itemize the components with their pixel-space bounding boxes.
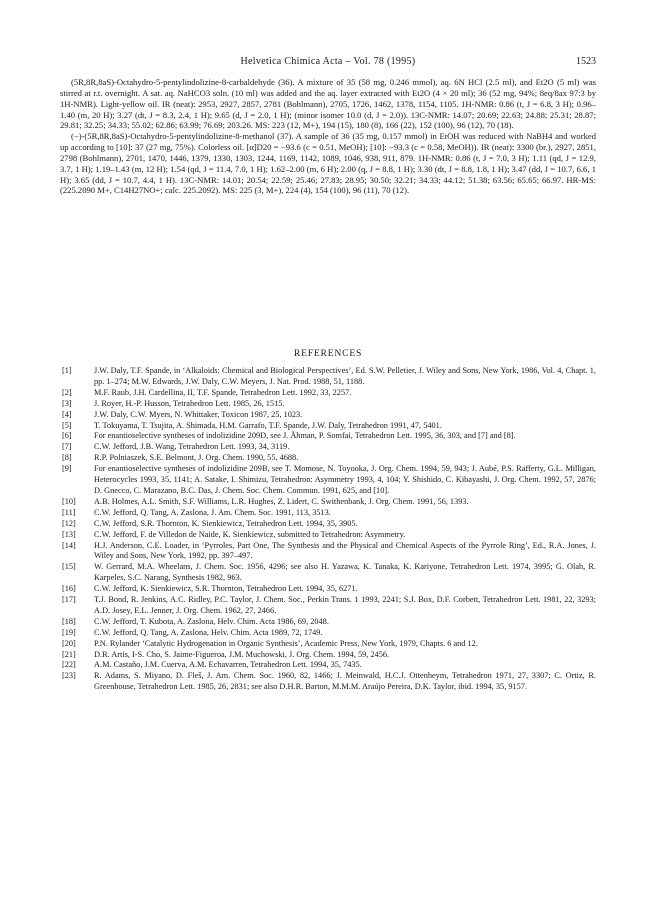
reference-text: M.F. Raub, J.H. Cardellina, II, T.F. Spande, Tetrahedron Lett. 1992, 33, 2257. bbox=[94, 387, 352, 397]
references-list bbox=[60, 366, 596, 693]
reference-text: T. Tokuyama, T. Tsujita, A. Shimada, H.M. Garrafo, T.F. Spande, J.W. Daly, Tetrahedron 1991, 47, 5401. bbox=[94, 420, 442, 430]
reference-text: C.W. Jefford, Q. Tang, A. Zaslona, J. Am. Chem. Soc. 1991, 113, 3513. bbox=[94, 507, 331, 517]
reference-12 bbox=[60, 519, 596, 530]
page-number: 1523 bbox=[576, 56, 596, 67]
reference-text: T.J. Bond, R. Jenkins, A.C. Ridley, P.C. Taylor, J. Chem. Soc., Perkin Trans. 1 1993, 2241; S.J. Box, D.F. Corbett, Tetrahedron Lett. 1981, 22, 3293; A.D. Josey, E.L. Jenner, J. Org. Chem. 1962, 27, 2466. bbox=[94, 595, 596, 615]
reference-21 bbox=[60, 650, 596, 661]
reference-number: [15] bbox=[62, 562, 76, 572]
reference-text: D.R. Artis, I-S. Cho, S. Jaime-Figueroa, J.M. Muchowski, J. Org. Chem. 1994, 59, 2456. bbox=[94, 649, 390, 659]
reference-text: J.W. Daly, C.W. Myers, N. Whittaker, Toxicon 1987, 25, 1023. bbox=[94, 409, 303, 419]
reference-text: C.W. Jefford, F. de Villedon de Naide, K. Sienkiewicz, submitted to Tetrahedron: Asymmetry. bbox=[94, 529, 406, 539]
reference-number: [19] bbox=[62, 627, 76, 637]
reference-number: [20] bbox=[62, 638, 76, 648]
reference-8 bbox=[60, 453, 596, 464]
reference-number: [12] bbox=[62, 518, 76, 528]
reference-text: R.P. Polniaszek, S.E. Belmont, J. Org. Chem. 1990, 55, 4688. bbox=[94, 453, 299, 463]
reference-13 bbox=[60, 530, 596, 541]
reference-text: H.J. Anderson, C.E. Loader, in ‘Pyrroles, Part One, The Synthesis and the Physical and Chemical Aspects of the Pyrrole Ring’, Ed., R.A. Jones, J. Wiley and Sons, New York, 1992, pp. 397–497. bbox=[94, 540, 596, 561]
reference-text: P.N. Rylander ‘Catalytic Hydrogenation in Organic Synthesis’, Academic Press, New York, 1979, Chapts. 6 and 12. bbox=[94, 638, 478, 648]
reference-11 bbox=[60, 508, 596, 519]
reference-3 bbox=[60, 399, 596, 410]
reference-number: [13] bbox=[62, 529, 76, 539]
reference-number: [5] bbox=[62, 420, 72, 430]
reference-text: C.W. Jefford, T. Kubota, A. Zaslona, Helv. Chim. Acta 1986, 69, 2048. bbox=[94, 616, 329, 626]
reference-22 bbox=[60, 660, 596, 671]
compound-37-paragraph: (−)-(5R,8R,8aS)-Octahydro-5-pentylindolizine-8-methanol (37). A sample of 36 (35 mg, 0.157 mmol) in EtOH was reduced with NaBH4 and worked up according to [10]: 37 (27 mg, 75%). Colorless oil. [α]D20 = −93.6 (c = 0.51, MeOH); [10]: −93.3 (c = 0.58, MeOH)). IR (neat): 3300 (br.), 2927, 2851, 2798 (Bohlmann), 2701, 1470, 1446, 1379, 1330, 1303, 1244, 1169, 1142, 1089, 1046, 938, 911, 879. 1H-NMR: 0.86 (t, J = 7.0, 3 H); 1.11 (qd, J = 12.9, 3.7, 1 H); 1.19–1.43 (m, 12 H); 1.54 (qd, J = 11.4, 7.0, 1 H); 1.62–2.00 (m, 6 H); 2.00 (q, J = 8.8, 1 H); 3.30 (dt, J = 8.8, 1.8, 1 H); 3.47 (dd, J = 10.7, 6.6, 1 H); 3.65 (dd, J = 10.7, 4.4, 1 H). 13C-NMR: 14.01; 20.54; 22.59; 25.46; 27.83; 28.95; 30.50; 32.21; 34.33; 44.12; 51.38; 63.56; 65.65; 66.97. HR-MS: (225.2090 M+, C14H27NO+; calc. 225.2092). MS: 225 (3, M+), 224 (4), 154 (100), 96 (11), 70 (12). bbox=[60, 131, 596, 196]
reference-number: [7] bbox=[62, 442, 72, 452]
reference-number: [16] bbox=[62, 584, 76, 594]
reference-text: C.W. Jefford, K. Sienkiewicz, S.R. Thornton, Tetrahedron Lett. 1994, 35, 6271. bbox=[94, 584, 358, 594]
reference-number: [9] bbox=[62, 464, 72, 474]
reference-14 bbox=[60, 541, 596, 563]
reference-19 bbox=[60, 628, 596, 639]
reference-9 bbox=[60, 464, 596, 497]
reference-number: [11] bbox=[62, 507, 76, 517]
reference-text: For enantioselective syntheses of indolizidine 209D, see J. Åhman, P. Somfai, Tetrahedron Lett. 1995, 36, 303, and [7] and [8]. bbox=[94, 431, 516, 441]
reference-18 bbox=[60, 617, 596, 628]
reference-6 bbox=[60, 431, 596, 442]
reference-text: R. Adams, S. Miyano, D. Fleš, J. Am. Chem. Soc. 1960, 82, 1466; J. Meinwald, H.C.J. Ottenheym, Tetrahedron 1971, 27, 3307; C. Ortiz, R. Greenhouse, Tetrahedron Lett. 1985, 26, 2831; see also D.H.R. Barton, M.M.M. Araújo Pereira, D.K. Taylor, ibid. 1994, 35, 9157. bbox=[94, 671, 596, 692]
reference-number: [3] bbox=[62, 398, 72, 408]
reference-number: [22] bbox=[62, 660, 76, 670]
reference-4 bbox=[60, 410, 596, 421]
reference-20 bbox=[60, 639, 596, 650]
reference-number: [6] bbox=[62, 431, 72, 441]
reference-number: [21] bbox=[62, 649, 76, 659]
reference-number: [1] bbox=[62, 366, 72, 375]
reference-number: [8] bbox=[62, 453, 72, 463]
reference-number: [2] bbox=[62, 387, 72, 397]
experimental-section bbox=[60, 77, 596, 196]
reference-number: [18] bbox=[62, 616, 76, 626]
reference-10 bbox=[60, 497, 596, 508]
reference-text: A.B. Holmes, A.L. Smith, S.F. Williams, L.R. Hughes, Z. Lidert, C. Swithenbank, J. Org. Chem. 1991, 56, 1393. bbox=[94, 496, 469, 506]
reference-text: W. Gerrard, M.A. Wheelans, J. Chem. Soc. 1956, 4296; see also H. Yazawa, K. Tanaka, K. Kariyone, Tetrahedron Lett. 1974, 3995; G. Olah, R. Karpeles, S.C. Narang, Synthesis 1982, 963. bbox=[94, 562, 596, 583]
reference-text: J.W. Daly, T.F. Spande, in ‘Alkaloids: Chemical and Biological Perspectives’, Ed. S.W. Pelletier, J. Wiley and Sons, New York, 1986, Vol. 4, Chapt. 1, pp. 1–274; M.W. Edwards, J.W. Daly, C.W. Meyers, J. Nat. Prod. 1988, 51, 1188. bbox=[94, 366, 596, 386]
running-header bbox=[60, 56, 596, 70]
reference-1 bbox=[60, 366, 596, 388]
reference-number: [17] bbox=[62, 595, 76, 605]
reference-number: [4] bbox=[62, 409, 72, 419]
reference-text: C.W. Jefford, Q. Tang, A. Zaslona, Helv. Chim. Acta 1989, 72, 1749. bbox=[94, 627, 323, 637]
reference-text: C.W. Jefford, S.R. Thornton, K. Sienkiewicz, Tetrahedron Lett. 1994, 35, 3905. bbox=[94, 518, 358, 528]
compound-36-paragraph: (5R,8R,8aS)-Octahydro-5-pentylindolizine-8-carbaldehyde (36). A mixture of 35 (58 mg, 0.246 mmol), aq. 6N HCl (2.5 ml), and Et2O (5 ml) was stirred at r.t. overnight. A sat. aq. NaHCO3 soln. (10 ml) was added and the aq. layer extracted with Et2O (4 × 20 ml); 36 (52 mg, 94%; 8eq/8ax 97:3 by 1H-NMR). Light-yellow oil. IR (neat): 2953, 2927, 2857, 2781 (Bohlmann), 2705, 1726, 1462, 1378, 1154, 1105. 1H-NMR: 0.86 (t, J = 6.8, 3 H); 0.96–1.40 (m, 20 H); 3.27 (dt, J = 8.3, 2.4, 1 H); 9.65 (d, J = 2.0, 1 H); (minor isomer 10.0 (d, J = 2.0)). 13C-NMR: 14.07; 20.69; 22.63; 24.88; 25.31; 28.87; 29.81; 32.25; 34.33; 55.02; 62.86; 63.99; 76.69; 203.26. MS: 223 (12, M+), 194 (15), 180 (8), 166 (22), 152 (100), 96 (12), 70 (18). bbox=[60, 77, 596, 131]
reference-15 bbox=[60, 562, 596, 584]
references-heading: REFERENCES bbox=[293, 348, 363, 359]
reference-number: [23] bbox=[62, 671, 76, 681]
reference-2 bbox=[60, 388, 596, 399]
reference-number: [10] bbox=[62, 496, 76, 506]
reference-7 bbox=[60, 442, 596, 453]
journal-title: Helvetica Chimica Acta – Vol. 78 (1995) bbox=[240, 56, 416, 67]
reference-text: A.M. Castaño, J.M. Cuerva, A.M. Echavarren, Tetrahedron Lett. 1994, 35, 7435. bbox=[94, 660, 362, 670]
reference-text: C.W. Jefford, J.B. Wang, Tetrahedron Lett. 1993, 34, 3119. bbox=[94, 442, 290, 452]
reference-number: [14] bbox=[62, 540, 76, 550]
reference-5 bbox=[60, 421, 596, 432]
reference-16 bbox=[60, 584, 596, 595]
reference-17 bbox=[60, 595, 596, 617]
reference-text: J. Royer, H.-P. Husson, Tetrahedron Lett. 1985, 26, 1515. bbox=[94, 398, 285, 408]
reference-23 bbox=[60, 671, 596, 693]
reference-text: For enantioselective syntheses of indolizidine 209B, see T. Momose, N. Toyooka, J. Org. Chem. 1994, 59, 943; J. Aubé, P.S. Rafferty, G.L. Milligan, Heterocycles 1993, 35, 1141; A. Satake, I. Shimizu, Tetrahedron: Asymmetry 1993, 4, 104; Y. Shishido, C. Kibayashi, J. Org. Chem. 1992, 57, 2876; D. Gnecco, C. Marazano, B.C. Das, J. Chem. Soc. Chem. Commun. 1991, 625, and [10]. bbox=[94, 464, 596, 495]
